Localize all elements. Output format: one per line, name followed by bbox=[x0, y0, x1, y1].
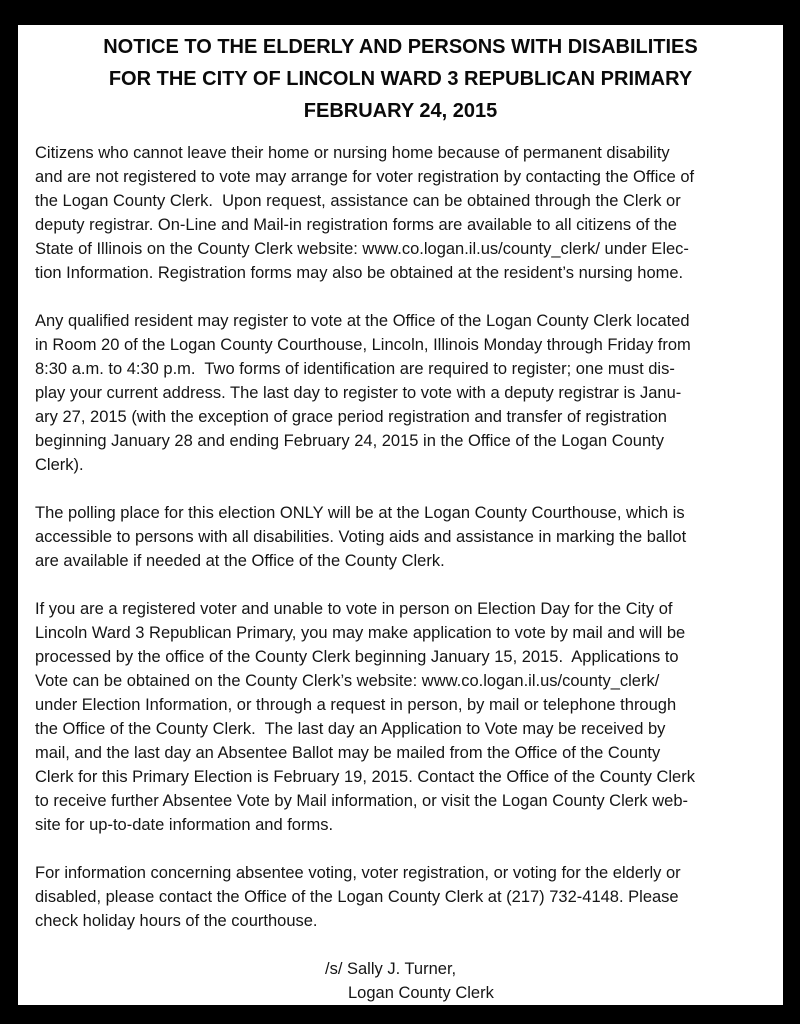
text-line: ary 27, 2015 (with the exception of grace period registration and transfer of registration bbox=[35, 408, 667, 426]
text-line: Any qualified resident may register to vote at the Office of the Logan County Clerk located bbox=[35, 312, 690, 330]
text-line: Lincoln Ward 3 Republican Primary, you may make application to vote by mail and will be bbox=[35, 624, 686, 642]
text-line: under Election Information, or through a request in person, by mail or telephone through bbox=[35, 696, 677, 714]
text-line: Citizens who cannot leave their home or nursing home because of permanent disability bbox=[35, 144, 670, 162]
notice-title bbox=[18, 31, 783, 127]
text-line: are available if needed at the Office of the County Clerk. bbox=[35, 552, 445, 570]
text-line: FOR THE CITY OF LINCOLN WARD 3 REPUBLICAN PRIMARY bbox=[108, 68, 693, 90]
text-line: Clerk for this Primary Election is February 19, 2015. Contact the Office of the County Clerk bbox=[35, 768, 695, 786]
text-line: FEBRUARY 24, 2015 bbox=[303, 100, 498, 122]
text-line: processed by the office of the County Clerk beginning January 15, 2015. Applications to bbox=[35, 648, 679, 666]
text-line: For information concerning absentee voting, voter registration, or voting for the elderly or bbox=[35, 864, 681, 882]
text-line: accessible to persons with all disabilities. Voting aids and assistance in marking the ballot bbox=[35, 528, 687, 546]
signature-name: /s/ Sally J. Turner, bbox=[325, 960, 457, 978]
notice-body bbox=[18, 141, 783, 1005]
text-line: to receive further Absentee Vote by Mail information, or visit the Logan County Clerk web- bbox=[35, 792, 688, 810]
text-line: mail, and the last day an Absentee Ballot may be mailed from the Office of the County bbox=[35, 744, 661, 762]
text-line: disabled, please contact the Office of the Logan County Clerk at (217) 732-4148. Please bbox=[35, 888, 679, 906]
text-line: Clerk). bbox=[35, 456, 84, 474]
signature-title: Logan County Clerk bbox=[348, 984, 494, 1002]
paragraph-vote-by-mail bbox=[35, 597, 773, 837]
notice-paper bbox=[18, 25, 783, 1005]
text-line: play your current address. The last day to register to vote with a deputy registrar is Janu- bbox=[35, 384, 682, 402]
signature-block bbox=[35, 957, 773, 1005]
paragraph-voter-registration bbox=[35, 141, 773, 285]
text-line: the Logan County Clerk. Upon request, assistance can be obtained through the Clerk or bbox=[35, 192, 681, 210]
paragraph-polling-place bbox=[35, 501, 773, 573]
paragraph-register-in-person bbox=[35, 309, 773, 477]
text-line: NOTICE TO THE ELDERLY AND PERSONS WITH DISABILITIES bbox=[103, 36, 698, 58]
text-line: check holiday hours of the courthouse. bbox=[35, 912, 318, 930]
text-line: site for up-to-date information and forms. bbox=[35, 816, 334, 834]
paragraph-contact-info bbox=[35, 861, 773, 933]
text-line: deputy registrar. On-Line and Mail-in registration forms are available to all citizens of the bbox=[35, 216, 677, 234]
text-line: State of Illinois on the County Clerk website: www.co.logan.il.us/county_clerk/ under Elec- bbox=[35, 240, 689, 258]
text-line: Vote can be obtained on the County Clerk’s website: www.co.logan.il.us/county_clerk/ bbox=[35, 672, 660, 690]
text-line: beginning January 28 and ending February 24, 2015 in the Office of the Logan County bbox=[35, 432, 664, 450]
text-line: in Room 20 of the Logan County Courthouse, Lincoln, Illinois Monday through Friday from bbox=[35, 336, 691, 354]
text-line: the Office of the County Clerk. The last day an Application to Vote may be received by bbox=[35, 720, 666, 738]
text-line: 8:30 a.m. to 4:30 p.m. Two forms of identification are required to register; one must dis- bbox=[35, 360, 675, 378]
text-line: tion Information. Registration forms may also be obtained at the resident’s nursing home. bbox=[35, 264, 684, 282]
text-line: and are not registered to vote may arrange for voter registration by contacting the Office of bbox=[35, 168, 695, 186]
text-line: If you are a registered voter and unable to vote in person on Election Day for the City of bbox=[35, 600, 673, 618]
text-line: The polling place for this election ONLY will be at the Logan County Courthouse, which is bbox=[35, 504, 685, 522]
